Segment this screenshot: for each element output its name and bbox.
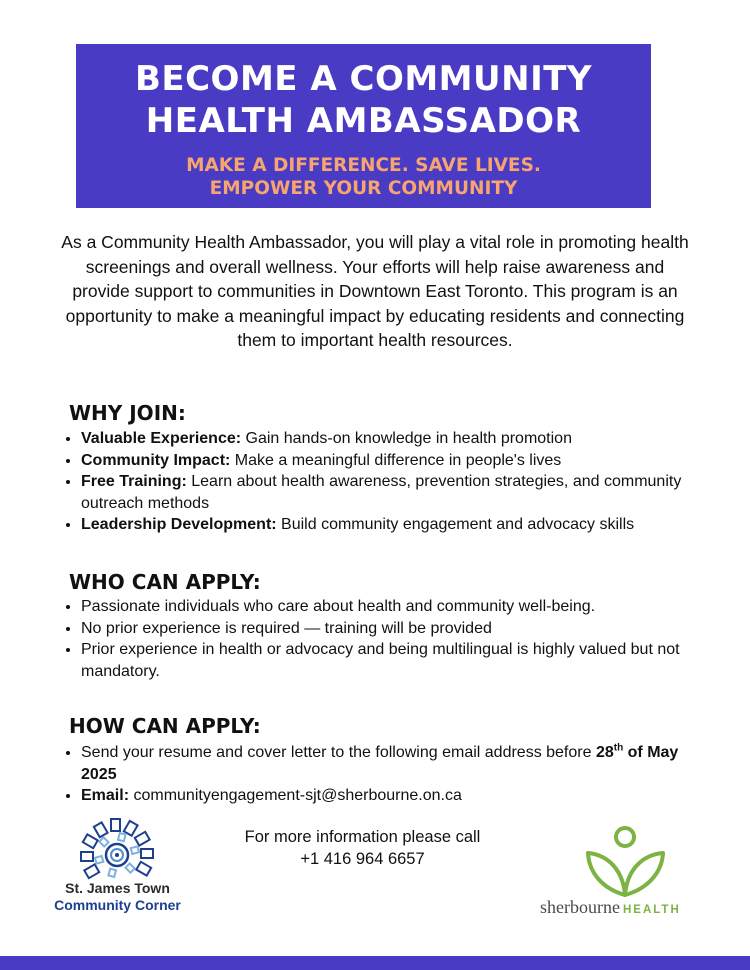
list-item	[81, 742, 706, 785]
banner-title-line1: BECOME A COMMUNITY	[134, 59, 593, 99]
intro-paragraph: As a Community Health Ambassador, you will play a vital role in promoting health screenings and overall wellness. Your efforts will help raise awareness and provide support to communities in Downtown East Toronto. This program is an opportunity to make a meaningful impact by educating residents and connecting them to important health resources.	[61, 232, 689, 350]
health-word: HEALTH	[622, 904, 681, 916]
bullet-lead: Free Training:	[81, 473, 187, 490]
list-item	[81, 785, 706, 807]
email-label: Email:	[81, 787, 130, 804]
why-join-heading: WHY JOIN:	[69, 401, 186, 425]
why-join-list	[60, 428, 706, 536]
list-item	[81, 428, 706, 450]
sjt-logo-text-line2: Community Corner	[54, 897, 181, 913]
footer-bar	[0, 956, 750, 970]
list-item: • Passionate individuals who care about health and community well-being.	[81, 596, 706, 618]
sherbourne-health-logo-icon	[583, 823, 668, 898]
bullet-text: Build community engagement and advocacy skills	[276, 516, 635, 533]
list-item	[81, 471, 706, 514]
who-can-apply-list	[60, 596, 706, 682]
banner-title-line2: HEALTH AMBASSADOR	[145, 101, 582, 141]
phone-number[interactable]: +1 416 964 6657	[300, 850, 425, 868]
apply-instructions: Send your resume and cover letter to the following email address before	[81, 744, 596, 761]
contact-info	[200, 826, 525, 870]
email-address[interactable]: communityengagement-sjt@sherbourne.on.ca	[129, 787, 462, 804]
banner-subtitle-line1: MAKE A DIFFERENCE. SAVE LIVES.	[186, 155, 541, 176]
how-can-apply-list	[60, 742, 706, 807]
bullet-lead: Community Impact:	[81, 451, 231, 469]
contact-line: For more information please call	[244, 828, 481, 846]
bullet-text: Learn about health awareness, prevention strategies, and community outreach methods	[81, 473, 682, 512]
bullet-text: Make a meaningful difference in people's lives	[230, 451, 562, 469]
bullet-lead: Valuable Experience:	[81, 430, 242, 447]
list-item	[81, 450, 706, 472]
deadline-rest: of May 2025	[81, 744, 679, 783]
sherbourne-word: sherbourne	[540, 897, 620, 917]
list-item: • No prior experience is required — training will be provided	[81, 618, 706, 640]
sjt-logo-text-line1: St. James Town	[65, 880, 170, 896]
deadline-suffix: th	[613, 742, 624, 754]
who-can-apply-heading: WHO CAN APPLY:	[69, 570, 261, 594]
sherbourne-health-wordmark	[540, 896, 715, 921]
bullet-text: Gain hands-on knowledge in health promotion	[241, 430, 572, 447]
how-can-apply-heading: HOW CAN APPLY:	[69, 714, 261, 738]
list-item	[81, 514, 706, 536]
list-item: • Prior experience in health or advocacy and being multilingual is highly valued but not mandatory.	[81, 639, 706, 682]
bullet-lead: Leadership Development:	[81, 516, 277, 533]
deadline-day: 28	[595, 744, 614, 761]
banner-subtitle	[76, 154, 651, 200]
banner-subtitle-line2: EMPOWER YOUR COMMUNITY	[209, 178, 518, 199]
title-banner	[76, 44, 651, 208]
